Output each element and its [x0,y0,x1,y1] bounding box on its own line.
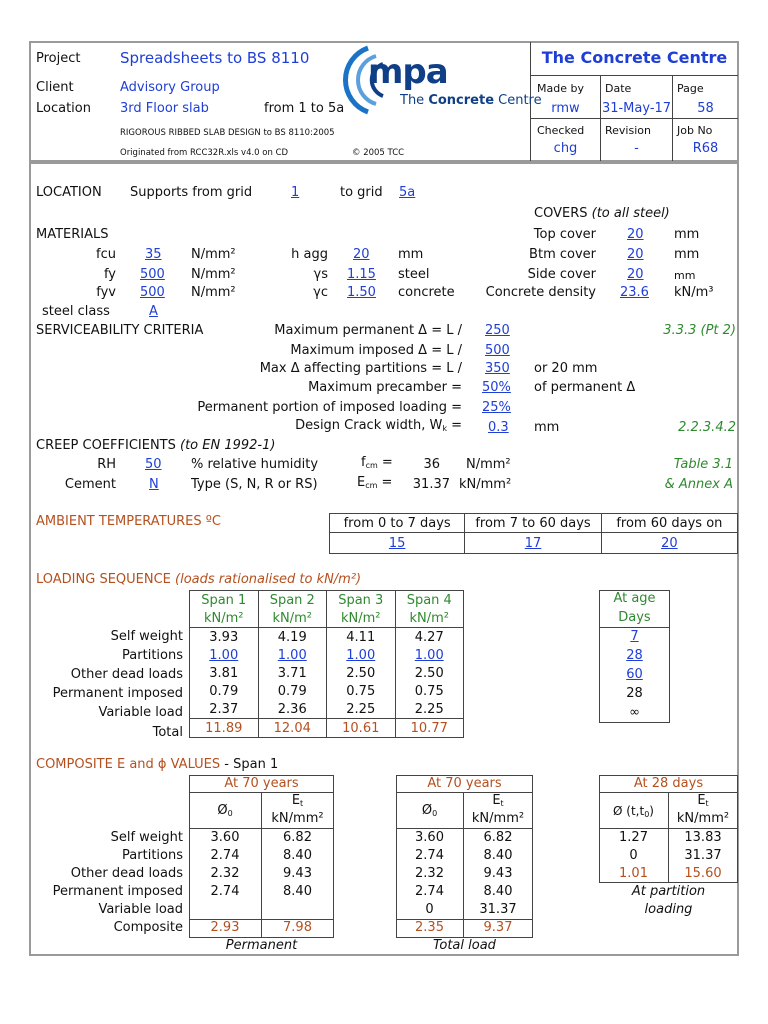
age-input[interactable]: 28 [626,648,643,663]
rh-ref: Table 3.1 [673,457,733,472]
row-label: Self weight [110,629,183,644]
age-header: At age [613,591,656,606]
ecm-label: $E_{cm}$ = [357,475,393,490]
composite-permanent-table: At 70 years $Ø_0$ $E_t$ kN/mm² 3.60 6.82 2.74 8.40 2.32 9.43 2.74 8.40 2.93 7.98 [189,775,334,938]
row-label: Permanent imposed [52,686,183,701]
ambient-header: from 7 to 60 days [465,514,601,533]
ecm-unit: kN/mm² [459,477,512,492]
e-unit: kN/mm² [271,811,324,826]
materials-title: MATERIALS [36,227,109,242]
location-range: from 1 to 5a [264,101,345,116]
ecm-value: 31.37 [412,477,450,492]
ambient-value-input[interactable]: 17 [465,533,601,554]
client-label: Client [36,80,74,95]
perm-deflection-label: Maximum permanent Δ = L / [274,323,462,338]
hagg-unit: mm [398,247,424,262]
partition-deflection-label: Max Δ affecting partitions = L / [259,361,462,376]
checked-label: Checked [537,124,585,137]
row-label: Partitions [122,848,183,863]
density-input[interactable]: 23.6 [620,285,649,300]
composite-partition-table: At 28 days Ø $(t,t_0)$ $E_t$ kN/mm² 1.27 13.83 0 31.37 1.01 15.60 [599,775,738,883]
serviceability-title: SERVICEABILITY CRITERIA [36,323,204,338]
phi-t-symbol: Ø $(t,t_0)$ [613,804,654,819]
fyv-label: fyv [96,285,116,300]
side-cover-label: Side cover [527,267,596,282]
project-value: Spreadsheets to BS 8110 [120,49,310,67]
partition-caption: loading [644,902,693,917]
crack-width-label: Design Crack width, $W_k$ = [295,418,462,433]
fcu-unit: N/mm² [191,247,236,262]
age-input[interactable]: 7 [630,629,639,644]
ambient-header: from 60 days on [601,514,737,533]
fcm-label: $f_{cm}$ = [361,455,393,470]
permanent-caption: Permanent [225,938,298,953]
fcu-input[interactable]: 35 [145,247,162,262]
age-value: ∞ [629,705,640,720]
age-value: 28 [626,686,643,701]
side-cover-input[interactable]: 20 [627,267,644,282]
permanent-header: At 70 years [224,776,299,791]
btm-cover-label: Btm cover [529,247,596,262]
total-composite-phi: 2.35 [415,920,444,935]
age-table-rule [600,627,669,628]
side-cover-unit: mm [674,269,696,282]
from-grid-input[interactable]: 1 [291,185,300,200]
btm-cover-unit: mm [674,247,700,262]
gamma-c-unit: concrete [398,285,455,300]
ambient-value-input[interactable]: 15 [330,533,465,554]
precamber-note: of permanent Δ [534,380,636,395]
span-unit: kN/m² [258,609,327,628]
row-label: Self weight [110,830,183,845]
fyv-unit: N/mm² [191,285,236,300]
page-label: Page [677,82,704,95]
row-label: Permanent imposed [52,884,183,899]
logo-subtitle: The Concrete Centre [400,93,542,108]
composite-total-table: At 70 years $Ø_0$ $E_t$ kN/mm² 3.60 6.82 2.74 8.40 2.32 9.43 2.74 8.40 0 31.37 2.35 9.37 [396,775,533,938]
perm-deflection-input[interactable]: 250 [485,323,510,338]
hagg-label: h agg [291,247,328,262]
perm-portion-label: Permanent portion of imposed loading = [197,400,462,415]
cement-input[interactable]: N [149,477,159,492]
ambient-table [329,513,738,554]
top-cover-input[interactable]: 20 [627,227,644,242]
gamma-s-unit: steel [398,267,430,282]
cement-ref: & Annex A [664,477,733,492]
row-label: Partitions [122,648,183,663]
fcm-value: 36 [423,457,440,472]
table-row[interactable] [190,646,464,664]
row-label: Other dead loads [70,866,183,881]
checked-value: chg [553,141,578,156]
fy-input[interactable]: 500 [140,267,165,282]
location-value: 3rd Floor slab [120,101,209,116]
total-caption: Total load [433,938,496,953]
rh-input[interactable]: 50 [145,457,162,472]
total-composite-e: 9.37 [483,920,513,935]
density-label: Concrete density [485,285,596,300]
header-rule [531,118,738,119]
permanent-composite-phi: 2.93 [210,920,240,935]
fcm-unit: N/mm² [466,457,511,472]
gamma-s-input[interactable]: 1.15 [347,267,376,282]
e-symbol: $E_t$ [291,793,304,808]
loading-title: LOADING SEQUENCE (loads rationalised to kN/m²) [36,572,362,587]
row-label: Variable load [98,902,183,917]
partition-deflection-note: or 20 mm [534,361,598,376]
e-unit: kN/mm² [471,811,525,826]
table-row: 3.81 3.71 2.50 2.50 [190,664,464,682]
phi-symbol: $Ø_0$ [217,803,233,818]
row-label: Other dead loads [70,667,183,682]
total-label: Total [152,725,183,740]
perm-deflection-ref: 3.3.3 (Pt 2) [663,323,736,338]
made-by-label: Made by [537,82,584,95]
imp-deflection-input[interactable]: 500 [485,343,510,358]
logo-word: mpa [368,52,448,92]
fy-unit: N/mm² [191,267,236,282]
crack-width-unit: mm [534,420,560,435]
crack-width-ref: 2.2.3.4.2 [678,420,736,435]
project-label: Project [36,51,81,66]
jobno-value: R68 [692,141,719,156]
e-unit: kN/mm² [676,811,730,826]
perm-portion-input[interactable]: 25% [482,400,511,415]
partition-load-input[interactable]: 1.00 [209,647,239,663]
creep-title: CREEP COEFFICIENTS (to EN 1992-1) [36,438,276,453]
gamma-c-label: γc [313,285,328,300]
made-by-value: rmw [551,101,580,116]
cement-label: Cement [64,477,116,492]
steel-class-label: steel class [42,304,110,319]
span-header: Span 4 [395,591,464,610]
client-value: Advisory Group [120,80,220,95]
copyright-note: © 2005 TCC [352,148,405,158]
table-row: 3.93 4.19 4.11 4.27 [190,628,464,647]
ambient-value-input[interactable]: 20 [601,533,737,554]
density-unit: kN/m³ [674,285,714,300]
fcu-label: fcu [96,247,116,262]
table-row: 0.79 0.79 0.75 0.75 [190,682,464,700]
total-row: 11.89 12.04 10.61 10.77 [190,719,464,738]
date-value: 31-May-17 [601,101,672,116]
date-label: Date [605,82,632,95]
mpa-logo [328,42,542,118]
e-symbol: $E_t$ [697,793,709,808]
row-label: Composite [113,920,183,935]
fy-label: fy [103,267,116,282]
location-section-label: LOCATION [36,185,102,200]
partition-load-input[interactable]: 1.00 [414,647,444,663]
originated-note: Originated from RCC32R.xls v4.0 on CD [120,148,289,158]
crack-width-input[interactable]: 0.3 [488,420,509,435]
jobno-label: Job No [677,124,713,137]
header-rule [531,75,738,76]
cement-desc: Type (S, N, R or RS) [191,477,318,492]
e-symbol: $E_t$ [492,793,504,808]
ambient-header: from 0 to 7 days [330,514,465,533]
org-title: The Concrete Centre [541,48,728,67]
partition-deflection-input[interactable]: 350 [485,361,510,376]
to-grid-input[interactable]: 5a [399,185,416,200]
age-header-unit: Days [618,610,651,625]
partition-load-input[interactable]: 1.00 [346,647,376,663]
imp-deflection-label: Maximum imposed Δ = L / [290,343,462,358]
span-header: Span 1 [190,591,259,610]
to-grid-text: to grid [340,185,383,200]
ambient-title: AMBIENT TEMPERATURES ºC [36,514,221,529]
total-header: At 70 years [427,776,502,791]
precamber-label: Maximum precamber = [308,380,462,395]
span-header: Span 3 [327,591,396,610]
top-cover-unit: mm [674,227,700,242]
composite-title: COMPOSITE E and ϕ VALUES - Span 1 [36,757,279,772]
page-value: 58 [697,101,714,116]
gamma-c-input[interactable]: 1.50 [347,285,376,300]
rh-label: RH [97,457,116,472]
covers-title: COVERS (to all steel) [534,206,670,221]
rh-desc: % relative humidity [191,457,319,472]
location-label: Location [36,101,91,116]
hagg-input[interactable]: 20 [353,247,370,262]
span-unit: kN/m² [190,609,259,628]
btm-cover-input[interactable]: 20 [627,247,644,262]
supports-text: Supports from grid [130,185,253,200]
row-label: Variable load [98,705,183,720]
table-row: 2.37 2.36 2.25 2.25 [190,700,464,719]
partition-caption: At partition [631,884,706,899]
fyv-input[interactable]: 500 [140,285,165,300]
loading-table [189,590,464,738]
steel-class-input[interactable]: A [149,304,158,319]
span-unit: kN/m² [327,609,396,628]
partition-load-input[interactable]: 1.00 [277,647,307,663]
span-header: Span 2 [258,591,327,610]
revision-label: Revision [605,124,651,137]
permanent-composite-e: 7.98 [283,920,312,935]
age-input[interactable]: 60 [626,667,643,682]
gamma-s-label: γs [313,267,328,282]
top-cover-label: Top cover [533,227,596,242]
phi-symbol: $Ø_0$ [421,803,438,818]
precamber-input[interactable]: 50% [482,380,511,395]
partition-header: At 28 days [633,776,704,791]
design-note: RIGOROUS RIBBED SLAB DESIGN to BS 8110:2005 [120,128,335,138]
span-unit: kN/m² [395,609,464,628]
revision-value: - [634,141,639,156]
